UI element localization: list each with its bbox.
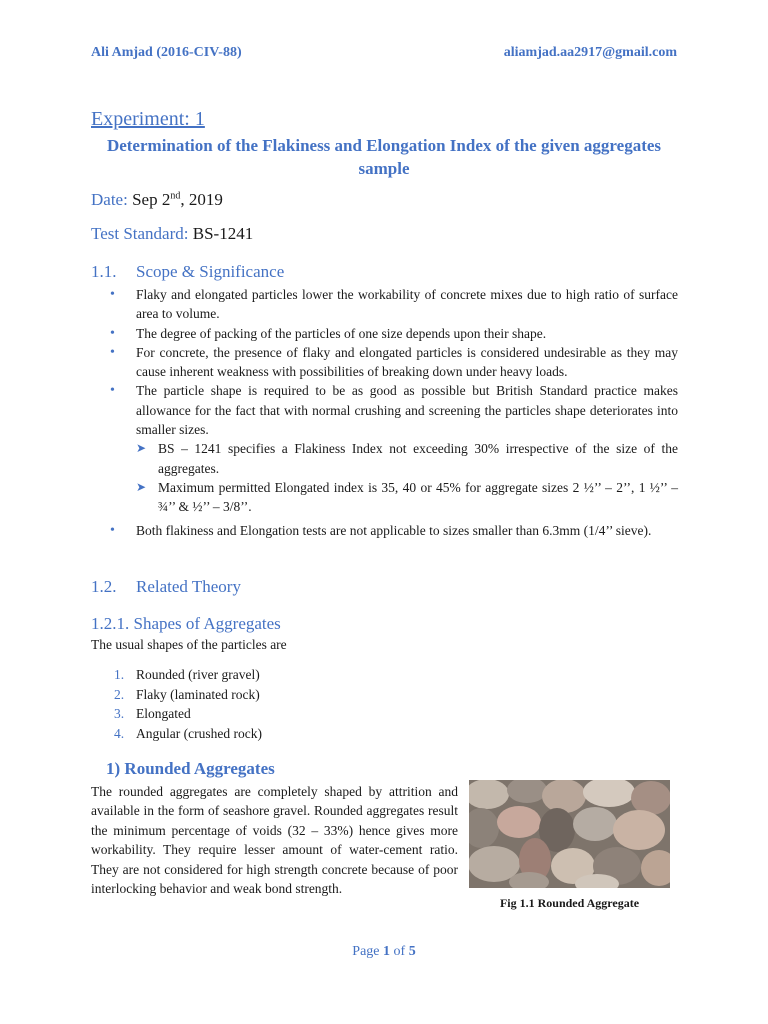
bullet-icon: • <box>110 325 115 341</box>
list-item: ➤ BS – 1241 specifies a Flakiness Index not exceeding 30% irrespective of the size of the aggregates. <box>136 441 678 476</box>
date-line <box>91 190 223 210</box>
list-item: • The degree of packing of the particles of one size depends upon their shape. <box>104 324 678 343</box>
arrow-icon: ➤ <box>136 441 147 456</box>
section-heading-1-1: 1.1. Scope & Significance <box>91 262 285 281</box>
list-item: • Both flakiness and Elongation tests are not applicable to sizes smaller than 6.3mm (1/4’’ sieve). <box>104 521 678 540</box>
experiment-title: Experiment: 1 <box>91 108 205 130</box>
standard-value: BS-1241 <box>192 224 254 243</box>
list-item: • The particle shape is required to be as good as possible but British Standard practice makes allowance for the fact that with normal crushing and screening the particles shape deteriorates into smaller sizes. ➤ BS – 1241 specifies a Flakiness Index not exceeding 30% irrespective of the size of the aggregates. ➤ Maximum permitted Elongated index is 35, 40 or 45% for aggregate sizes 2 ½’’ – 2’’, 1 ½’’ – ¾’’ & ½’’ – 3/8’’. <box>104 381 678 516</box>
rounded-aggregate-image <box>469 780 670 888</box>
section-heading-1-2: 1.2. Related Theory <box>91 577 241 596</box>
bullet-icon: • <box>110 287 115 302</box>
shapes-intro: The usual shapes of the particles are <box>91 637 287 652</box>
rounded-heading: 1) Rounded Aggregates <box>106 759 275 778</box>
bullet-icon: • <box>110 344 115 360</box>
date-label: Date: <box>91 190 128 209</box>
list-item: ➤ Maximum permitted Elongated index is 35, 40 or 45% for aggregate sizes 2 ½’’ – 2’’, 1 ½’’ – ¾’’ & ½’’ – 3/8’’. <box>136 479 678 515</box>
date-value: Sep 2nd, 2019 <box>132 190 223 209</box>
shapes-list <box>114 665 262 743</box>
arrow-icon: ➤ <box>136 479 147 494</box>
rounded-paragraph: The rounded aggregates are completely shaped by attrition and available in the form of seashore gravel. Rounded aggregates result the minimum percentage of voids (32 – 33%) hence gives more workability. They require lesser amount of water-cement ratio. They are not considered for high strength concrete because of poor interlocking behavior and weak bond strength. <box>91 784 458 897</box>
scope-bullet-list <box>104 285 678 540</box>
standard-line <box>91 224 253 244</box>
section-heading-1-2-1: 1.2.1. Shapes of Aggregates <box>91 614 281 633</box>
bullet-icon: • <box>110 383 115 399</box>
standard-label: Test Standard: <box>91 224 189 243</box>
list-item: 3. Elongated <box>114 706 191 721</box>
list-item: 4. Angular (crushed rock) <box>114 725 262 741</box>
list-item: 1. Rounded (river gravel) <box>114 667 260 682</box>
header-author: Ali Amjad (2016-CIV-88) <box>91 45 242 60</box>
experiment-subtitle: Determination of the Flakiness and Elongation Index of the given aggregates sample <box>106 136 662 178</box>
bullet-icon: • <box>110 522 115 538</box>
figure-caption: Fig 1.1 Rounded Aggregate <box>499 896 640 910</box>
sub-bullet-list <box>136 439 678 516</box>
list-item: • For concrete, the presence of flaky and elongated particles is considered undesirable as they may cause inherent weakness with possibilities of breaking down under heavy loads. <box>110 344 678 380</box>
header-email[interactable]: aliamjad.aa2917@gmail.com <box>503 45 677 60</box>
list-item: 2. Flaky (laminated rock) <box>114 686 260 702</box>
page-footer: Page 1 of 5 <box>352 944 416 959</box>
list-item: • Flaky and elongated particles lower the workability of concrete mixes due to high ratio of surface area to volume. <box>110 287 678 322</box>
